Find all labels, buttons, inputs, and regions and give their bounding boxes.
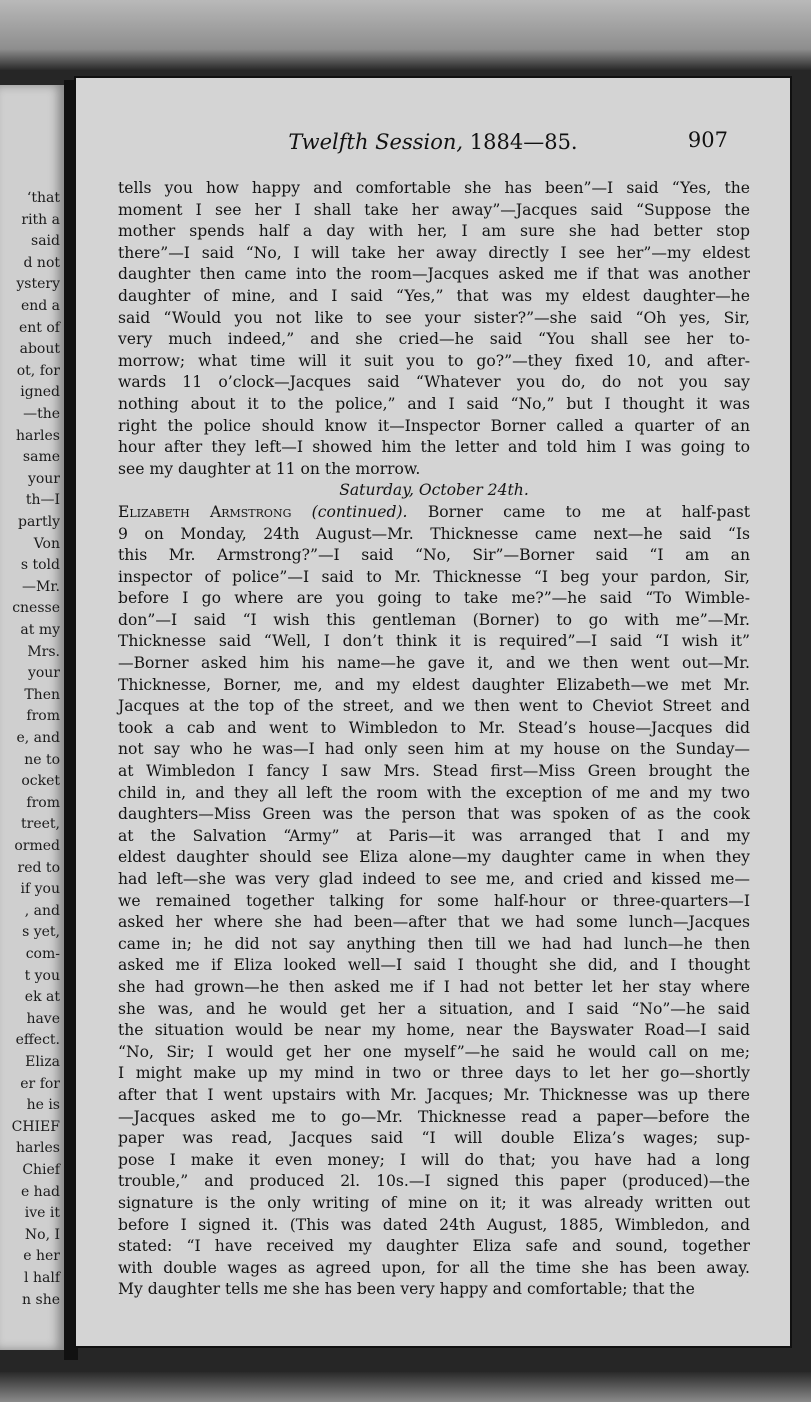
text-line: asked her where she had been—after that we had some lunch—Jacques xyxy=(118,913,750,932)
text-line: before I signed it. (This was dated 24th August, 1885, Wimbledon, and xyxy=(118,1215,750,1234)
left-page-text-fragment: e had xyxy=(20,1183,60,1200)
left-page-text-fragment: cnesse xyxy=(12,600,60,617)
left-page-text-fragment: s yet, xyxy=(22,924,60,941)
left-page-text-fragment: harles xyxy=(15,1140,60,1157)
text-line: said “Would you not like to see your sister?”—she said “Oh yes, Sir, xyxy=(118,308,750,327)
running-title xyxy=(76,130,790,154)
text-line: she had grown—he then asked me if I had not better let her stay where xyxy=(118,977,750,996)
text-line: after that I went upstairs with Mr. Jacques; Mr. Thicknesse was up there xyxy=(118,1085,750,1104)
text-line xyxy=(118,502,750,524)
text-fragment: Borner came to me at half-past xyxy=(407,502,751,521)
text-line: came in; he did not say anything then till we had had lunch—he then xyxy=(118,934,750,953)
scanner-background-bottom xyxy=(0,1372,811,1402)
left-page-text-fragment: Eliza xyxy=(25,1054,60,1070)
text-line: pose I make it even money; I will do that; you have had a long xyxy=(118,1150,750,1169)
text-line: morrow; what time will it suit you to go?”—they fixed 10, and after- xyxy=(118,351,750,370)
left-page-text-fragment: effect. xyxy=(15,1032,60,1049)
left-page-text-fragment: from xyxy=(26,794,60,811)
text-line: there”—I said “No, I will take her away directly I see her”—my eldest xyxy=(118,243,750,262)
witness-name: Elizabeth Armstrong xyxy=(118,502,292,521)
text-line: before I go where are you going to take me?”—he said “To Wimble- xyxy=(118,589,750,608)
text-line: with double wages as agreed upon, for all the time she has been away. xyxy=(118,1258,750,1277)
text-line: Thicknesse said “Well, I don’t think it is required”—I said “I wish it” xyxy=(118,632,750,651)
running-title-session: Twelfth Session, xyxy=(288,130,464,154)
text-line: took a cab and went to Wimbledon to Mr. Stead’s house—Jacques did xyxy=(118,718,750,737)
left-page-text-fragment: have xyxy=(26,1010,60,1027)
text-line: signature is the only writing of mine on it; it was already written out xyxy=(118,1193,750,1212)
text-line: the situation would be near my home, near the Bayswater Road—I said xyxy=(118,1021,750,1040)
text-line: daughter of mine, and I said “Yes,” that was my eldest daughter—he xyxy=(118,286,750,305)
left-page-text-fragment: er for xyxy=(20,1075,60,1092)
left-page-text-fragment: your xyxy=(27,665,60,682)
left-page-text-fragment: harles xyxy=(15,427,60,444)
left-page-text-fragment: —Mr. xyxy=(22,578,60,595)
left-page-text-fragment: partly xyxy=(17,514,60,530)
left-page-text-fragment: if you xyxy=(20,881,60,898)
left-facing-page xyxy=(0,85,64,1350)
text-line: don”—I said “I wish this gentleman (Borner) to go with me”—Mr. xyxy=(118,610,750,629)
text-line: stated: “I have received my daughter Eliza safe and sound, together xyxy=(118,1237,750,1256)
text-line: see my daughter at 11 on the morrow. xyxy=(118,459,421,478)
left-page-text-fragment: d not xyxy=(23,254,60,271)
text-line: I might make up my mind in two or three days to let her go—shortly xyxy=(118,1064,750,1083)
left-page-text-fragment: igned xyxy=(20,384,60,401)
text-line: Thicknesse, Borner, me, and my eldest daughter Elizabeth—we met Mr. xyxy=(118,675,750,694)
left-page-text-fragment: from xyxy=(26,708,60,725)
running-title-years: 1884—85. xyxy=(463,130,578,154)
text-line: moment I see her I shall take her away”—Jacques said “Suppose the xyxy=(118,200,750,219)
left-page-text-fragment: e her xyxy=(23,1248,60,1265)
left-page-text-fragment: red to xyxy=(17,859,60,876)
left-page-text-fragment: he is xyxy=(26,1097,60,1114)
right-page xyxy=(76,78,790,1346)
text-line: wards 11 o’clock—Jacques said “Whatever you do, do not you say xyxy=(118,373,750,392)
text-line: My daughter tells me she has been very happy and comfortable; that the xyxy=(118,1280,695,1299)
text-line: hour after they left—I showed him the letter and told him I was going to xyxy=(118,438,750,457)
text-line: inspector of police”—I said to Mr. Thicknesse “I beg your pardon, Sir, xyxy=(118,567,750,586)
scanner-background-top xyxy=(0,0,811,70)
left-page-text-fragment: ocket xyxy=(21,773,60,790)
left-page-text-fragment: e, and xyxy=(16,730,60,746)
left-page-text-fragment: said xyxy=(31,233,60,250)
left-page-text-fragment: ne to xyxy=(24,751,60,768)
text-line: this Mr. Armstrong?”—I said “No, Sir”—Borner said “I am an xyxy=(118,546,750,565)
left-page-text-fragment: ent of xyxy=(19,319,60,336)
left-page-text-fragment: treet, xyxy=(21,816,60,833)
text-line: —Borner asked him his name—he gave it, and we then went out—Mr. xyxy=(118,654,750,673)
left-page-text-fragment: ot, for xyxy=(16,362,60,379)
page-number: 907 xyxy=(687,128,728,152)
left-page-text-fragment: ormed xyxy=(14,838,60,854)
text-line: —Jacques asked me to go—Mr. Thicknesse read a paper—before the xyxy=(118,1107,750,1126)
left-page-text-fragment: Mrs. xyxy=(27,643,60,660)
left-page-text-fragment: rith a xyxy=(21,211,60,228)
left-page-text-fragment: Then xyxy=(24,686,60,703)
date-heading: Saturday, October 24th. xyxy=(339,481,529,500)
left-page-text-fragment: th—I xyxy=(25,492,60,509)
text-line: trouble,” and produced 2l. 10s.—I signed this paper (produced)—the xyxy=(118,1172,750,1191)
witness-status: (continued). xyxy=(291,502,408,521)
text-line: 9 on Monday, 24th August—Mr. Thicknesse came next—he said “Is xyxy=(118,524,750,543)
text-line: mother spends half a day with her, I am sure she had better stop xyxy=(118,222,750,241)
text-line: tells you how happy and comfortable she has been”—I said “Yes, the xyxy=(118,179,750,197)
left-page-text-fragment: ‘that xyxy=(26,190,60,206)
left-page-text-fragment: n she xyxy=(22,1291,60,1308)
text-line: nothing about it to the police,” and I said “No,” but I thought it was xyxy=(118,394,750,413)
left-page-text-fragment: Chief xyxy=(22,1162,60,1178)
left-page-text-fragment: , and xyxy=(24,902,60,919)
left-page-text-fragment: Von xyxy=(33,535,60,552)
text-line: at Wimbledon I fancy I saw Mrs. Stead first—Miss Green brought the xyxy=(118,762,750,781)
left-page-text-fragment: ek at xyxy=(24,989,60,1006)
text-line: right the police should know it—Inspector Borner called a quarter of an xyxy=(118,416,750,435)
left-page-text-fragment: ive it xyxy=(24,1205,60,1222)
left-page-text-fragment: com- xyxy=(25,946,60,962)
text-line: “No, Sir; I would get her one myself”—he said he would call on me; xyxy=(118,1042,750,1061)
left-page-text-fragment: ystery xyxy=(16,276,60,293)
text-line: daughter then came into the room—Jacques asked me if that was another xyxy=(118,265,750,284)
page-body xyxy=(118,178,750,1301)
left-page-text-fragment: about xyxy=(19,341,60,358)
left-page-text-fragment: l half xyxy=(24,1270,60,1286)
text-line: asked me if Eliza looked well—I said I thought she did, and I thought xyxy=(118,956,750,975)
text-line: child in, and they all left the room with the exception of me and my two xyxy=(118,783,750,802)
left-page-text-fragment: t you xyxy=(24,967,60,984)
text-line: paper was read, Jacques said “I will double Eliza’s wages; sup- xyxy=(118,1129,750,1148)
text-line: very much indeed,” and she cried—he said “You shall see her to- xyxy=(118,330,750,349)
page-header xyxy=(76,128,790,168)
text-line: had left—she was very glad indeed to see me, and cried and kissed me— xyxy=(118,870,750,888)
left-page-text-fragment: No, I xyxy=(24,1226,60,1243)
text-line: daughters—Miss Green was the person that was spoken of as the cook xyxy=(118,805,750,824)
left-page-text-fragment: at my xyxy=(20,622,60,638)
text-line: she was, and he would get her a situation, and I said “No”—he said xyxy=(118,999,750,1018)
left-page-text-fragment: s told xyxy=(20,557,60,574)
text-line: eldest daughter should see Eliza alone—my daughter came in when they xyxy=(118,848,750,867)
text-line: we remained together talking for some half-hour or three-quarters—I xyxy=(118,891,750,910)
left-page-text-fragment: your xyxy=(27,470,60,487)
left-page-text-fragment: CHIEF xyxy=(11,1118,60,1135)
text-line: at the Salvation “Army” at Paris—it was arranged that I and my xyxy=(118,826,750,845)
text-line: Jacques at the top of the street, and we then went to Cheviot Street and xyxy=(118,697,750,716)
left-page-text-fragment: —the xyxy=(23,406,60,422)
left-page-text-fragment: same xyxy=(22,449,60,466)
left-page-text-fragment: end a xyxy=(20,298,60,314)
text-line: not say who he was—I had only seen him at my house on the Sunday— xyxy=(118,740,750,759)
